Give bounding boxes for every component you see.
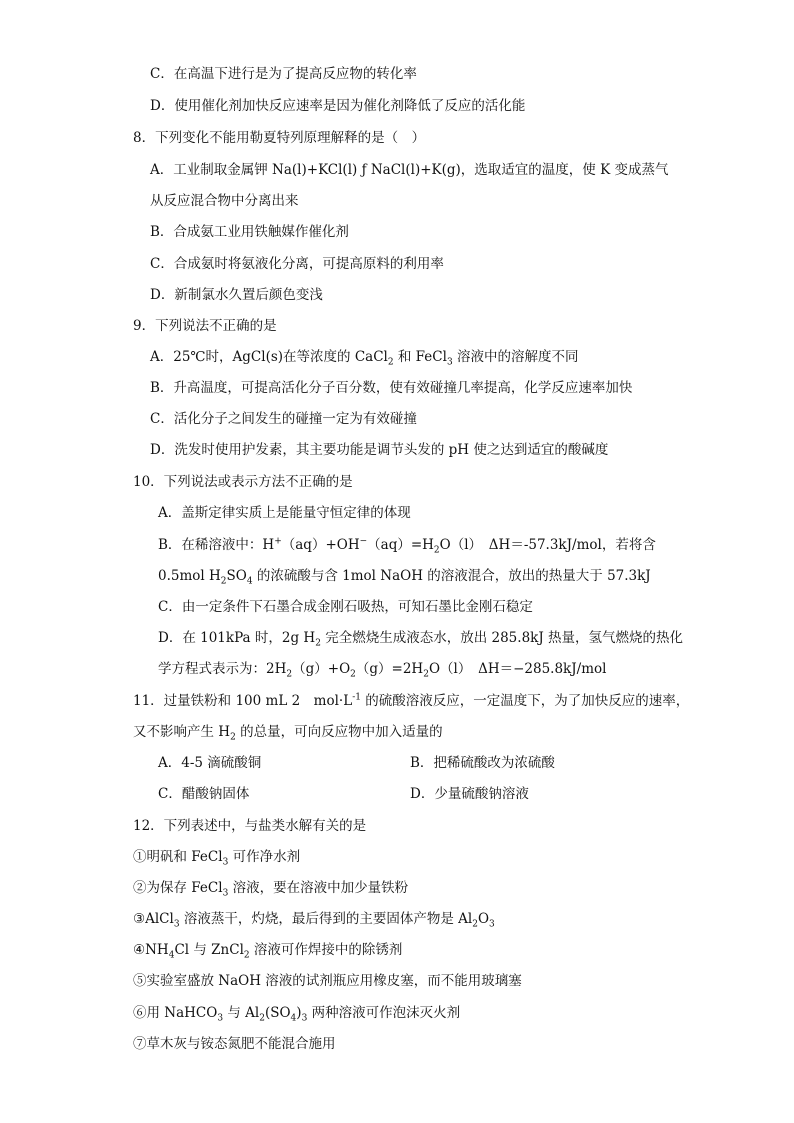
q11-option-c: C．醋酸钠固体 [158,786,250,802]
q12-item-3: ③AlCl$_3$ 溶液蒸干，灼烧，最后得到的主要固体产物是 $Al_2O_3$ [133,911,495,930]
q12-item-6: ⑥用 NaHCO$_3$ 与 $Al_2(SO_4)_3$ 两种溶液可作泡沫灭火剂 [133,1005,461,1024]
q10-option-c: C．由一定条件下石墨合成金刚石吸热，可知石墨比金刚石稳定 [158,599,533,615]
q12-item-7: ⑦草木灰与铵态氮肥不能混合施用 [133,1036,336,1052]
q9-option-c: C．活化分子之间发生的碰撞一定为有效碰撞 [150,411,417,427]
q12-item-5: ⑤实验室盛放 NaOH 溶液的试剂瓶应用橡皮塞，而不能用玻璃塞 [133,973,522,989]
q11-stem: 11．过量铁粉和 100 mL 2 $mol\cdot L^{-1}$ 的硫酸溶液反应，一定温度下，为了加快反应的速率， [133,692,690,709]
q11-option-d: D．少量硫酸钠溶液 [410,786,529,802]
q7-option-c: C．在高温下进行是为了提高反应物的转化率 [150,66,417,82]
q10-option-d-cont: 学方程式表示为：$2H_2(g)+O_2(g)=2H_2O(l)$ ΔH＝−285.8kJ/mol [158,661,607,680]
q12-stem: 12．下列表述中，与盐类水解有关的是 [133,818,367,834]
q11-option-b: B．把稀硫酸改为浓硫酸 [410,755,555,771]
q10-stem: 10．下列说法或表示方法不正确的是 [133,474,353,490]
q8-stem: 8．下列变化不能用勒夏特列原理解释的是（ ） [133,130,426,146]
q8-option-a-cont: 从反应混合物中分离出来 [150,193,299,209]
q10-option-a: A．盖斯定律实质上是能量守恒定律的体现 [158,505,411,521]
q8-option-a: A．工业制取金属钾 Na(l)+KCl(l) ƒ NaCl(l)+K(g)，选取适宜的温度，使 K 变成蒸气 [150,162,669,178]
q11-option-a: A．4-5 滴硫酸铜 [158,755,262,771]
q12-item-4: $④NH_4Cl$ 与 ZnCl$_2$ 溶液可作焊接中的除锈剂 [133,942,403,961]
q11-options-row-1 [158,753,758,773]
q11-options-row-2 [158,784,758,804]
q7-option-d: D．使用催化剂加快反应速率是因为催化剂降低了反应的活化能 [150,98,526,114]
q10-option-d: D．在 101kPa 时，2g $H_2$ 完全燃烧生成液态水，放出 285.8kJ 热量，氢气燃烧的热化 [158,630,684,649]
q8-option-b: B．合成氨工业用铁触媒作催化剂 [150,224,349,240]
q8-option-d: D．新制氯水久置后颜色变浅 [150,287,323,303]
q9-option-a: A．25℃时，AgCl(s)在等浓度的 CaCl$_2$ 和 FeCl$_3$ 溶液中的溶解度不同 [150,349,579,368]
q10-option-b-cont: 0.5mol $H_2SO_4$ 的浓硫酸与含 1mol NaOH 的溶液混合，放出的热量大于 57.3kJ [158,568,651,587]
q12-item-1: ①明矾和 FeCl$_3$ 可作净水剂 [133,849,301,868]
q12-item-2: ②为保存 FeCl$_3$ 溶液，要在溶液中加少量铁粉 [133,880,409,899]
q9-option-d: D．洗发时使用护发素，其主要功能是调节头发的 pH 使之达到适宜的酸碱度 [150,442,609,458]
q9-option-b: B．升高温度，可提高活化分子百分数，使有效碰撞几率提高，化学反应速率加快 [150,380,633,396]
q11-stem-cont: 又不影响产生 $H_2$ 的总量，可向反应物中加入适量的 [133,724,443,743]
q9-stem: 9．下列说法不正确的是 [133,318,277,334]
q8-option-c: C．合成氨时将氨液化分离，可提高原料的利用率 [150,256,444,272]
q10-option-b: B．在稀溶液中：$H^+(aq)+OH^-(aq)=H_2O(l)$ ΔH＝-57.3kJ/mol，若将含 [158,536,656,556]
